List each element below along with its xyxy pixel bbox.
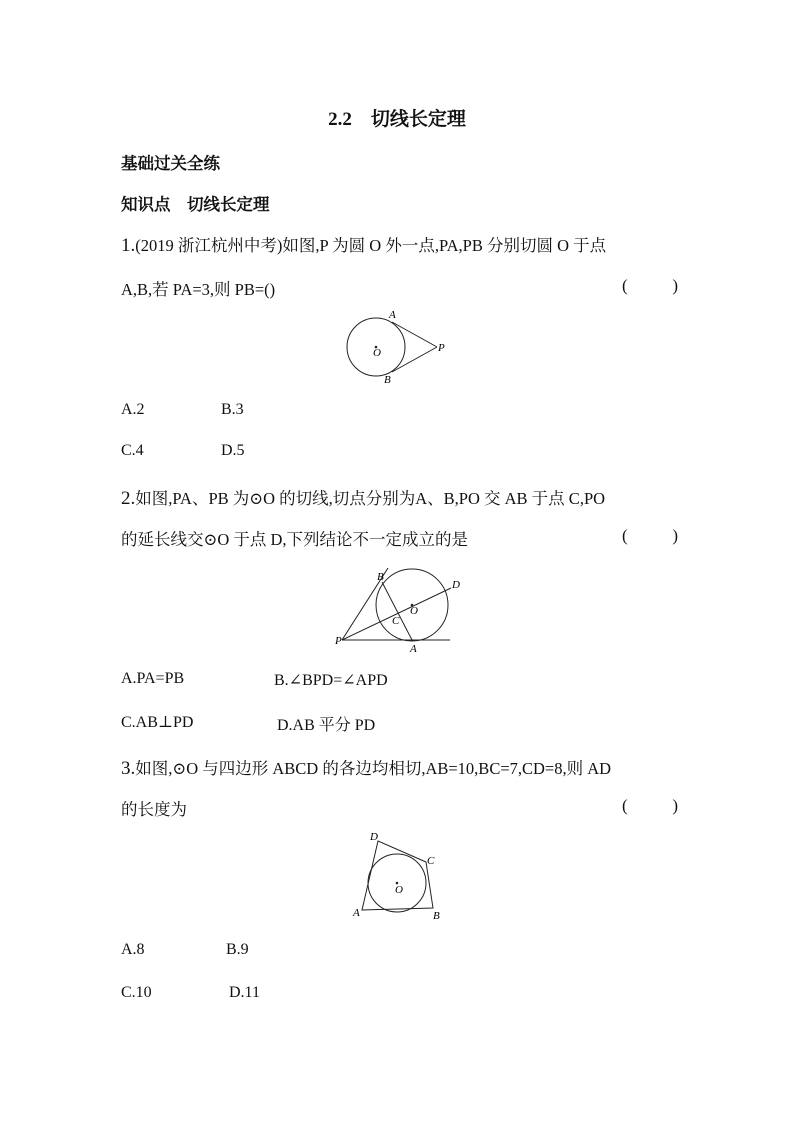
q1-option-a[interactable]: A.2 [121,401,145,418]
q2-option-a[interactable]: A.PA=PB [121,670,185,687]
q1-answer-bracket[interactable] [622,276,678,296]
q3-text-line2: 的长度为 [121,800,187,819]
q2-label-a: A [410,643,417,655]
q2-paren-close: ) [672,526,678,545]
q3-answer-bracket[interactable] [622,796,678,816]
q3-paren-close: ) [672,796,678,815]
q3-label-b: B [433,910,440,922]
q1-label-p: P [438,342,445,354]
q2-label-b: B [377,571,384,583]
q2-figure [330,562,460,657]
q2-paren-open: ( [622,526,628,545]
q2-option-d[interactable]: D.AB 平分 PD [277,717,376,734]
q3-line1 [121,755,611,780]
q3-option-c[interactable]: C.10 [121,984,152,1001]
q1-label-b: B [384,374,391,386]
q2-label-p: P [335,635,342,647]
q1-label-o: O [373,347,381,359]
q2-number: 2. [121,488,136,509]
page-title: 2.2 切线长定理 [328,109,466,130]
q3-label-o: O [395,884,403,896]
q1-text-line2: A,B,若 PA=3,则 PB=() [121,280,276,299]
q2-line1 [121,485,605,510]
q1-option-d[interactable]: D.5 [221,442,245,459]
q1-label-a: A [389,309,396,321]
q2-label-d: D [452,579,460,591]
q3-number: 3. [121,758,136,779]
q1-tangent-pb [392,347,437,372]
q1-line1 [121,232,606,257]
q1-number: 1. [121,235,136,256]
section-heading: 基础过关全练 [121,154,220,173]
q1-paren-close: ) [672,276,678,295]
q2-text-line2: 的延长线交⊙O 于点 D,下列结论不一定成立的是 [121,530,469,549]
q3-label-a: A [353,907,360,919]
q2-text-line1: 如图,PA、PB 为⊙O 的切线,切点分别为A、B,PO 交 AB 于点 C,PO [135,489,606,508]
q1-paren-open: ( [622,276,628,295]
q3-label-d: D [370,831,378,843]
q3-option-a[interactable]: A.8 [121,941,145,958]
q2-label-o: O [410,605,418,617]
q3-figure [345,828,450,923]
q1-option-c[interactable]: C.4 [121,442,144,459]
q3-option-d[interactable]: D.11 [229,984,260,1001]
q2-option-c[interactable]: C.AB⊥PD [121,714,194,731]
q2-label-c: C [392,615,400,627]
q3-option-b[interactable]: B.9 [226,941,249,958]
q3-label-c: C [427,855,435,867]
q2-answer-bracket[interactable] [622,526,678,546]
q1-option-b[interactable]: B.3 [221,401,244,418]
q2-chord-ab [382,582,412,640]
q2-option-b[interactable]: B.∠BPD=∠APD [274,672,388,689]
q3-paren-open: ( [622,796,628,815]
q1-tangent-pa [392,322,437,347]
q3-text-line1: 如图,⊙O 与四边形 ABCD 的各边均相切,AB=10,BC=7,CD=8,则 AD [135,759,612,778]
q1-text-line1: (2019 浙江杭州中考)如图,P 为圆 O 外一点,PA,PB 分别切圆 O 于点 [135,236,607,255]
q1-figure [340,305,460,390]
knowledge-point-heading: 知识点 切线长定理 [121,195,270,214]
